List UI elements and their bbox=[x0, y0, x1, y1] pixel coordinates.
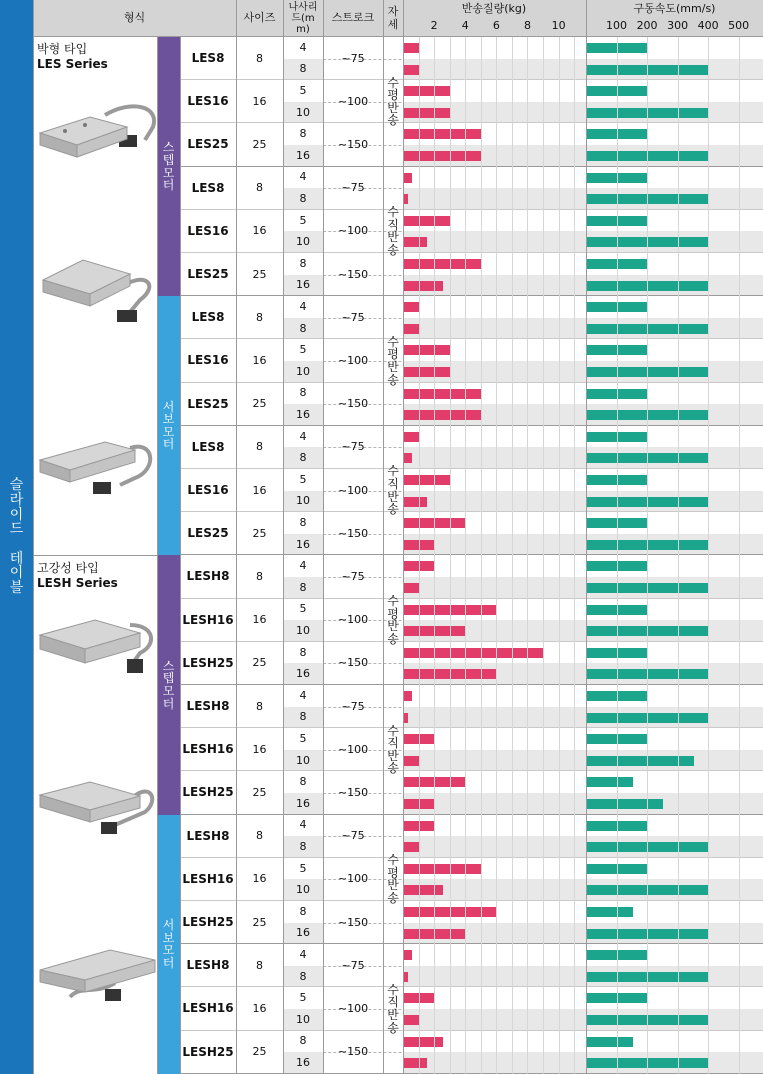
payload-grid-line bbox=[512, 37, 513, 1074]
speed-bar bbox=[587, 626, 709, 636]
payload-grid-line bbox=[574, 37, 575, 1074]
payload-grid-line bbox=[496, 37, 497, 1074]
lead-value: 8 bbox=[299, 580, 307, 594]
payload-bar bbox=[404, 950, 412, 960]
speed-bar bbox=[587, 929, 709, 939]
posture-label: 수 직 반 송 bbox=[387, 723, 399, 776]
model-name: LES25 bbox=[187, 396, 229, 411]
model-name: LESH8 bbox=[186, 699, 230, 713]
speed-bar bbox=[587, 561, 648, 571]
posture-label: 수 평 반 송 bbox=[387, 334, 399, 387]
size-value: 8 bbox=[256, 569, 263, 583]
payload-tick-10: 10 bbox=[551, 18, 566, 32]
payload-bar bbox=[404, 237, 427, 247]
stroke-value: ~75 bbox=[341, 51, 365, 65]
lead-value: 8 bbox=[299, 839, 307, 853]
payload-bar bbox=[404, 389, 482, 399]
lead-value: 8 bbox=[299, 904, 307, 918]
payload-bar bbox=[404, 129, 482, 139]
size-value: 8 bbox=[256, 181, 263, 195]
payload-tick-6: 6 bbox=[492, 18, 500, 32]
size-value: 16 bbox=[252, 872, 267, 886]
lead-value: 4 bbox=[299, 947, 307, 961]
payload-bar bbox=[404, 691, 412, 701]
payload-bar bbox=[404, 972, 408, 982]
payload-bar bbox=[404, 885, 443, 895]
speed-tick-200: 200 bbox=[636, 18, 658, 32]
model-name: LESH16 bbox=[182, 1001, 234, 1016]
column-border bbox=[180, 37, 181, 1074]
model-name: LES8 bbox=[191, 439, 225, 454]
model-name: LESH8 bbox=[186, 958, 230, 973]
column-border bbox=[586, 0, 587, 1074]
size-value: 25 bbox=[252, 267, 267, 281]
speed-bar bbox=[587, 842, 709, 852]
payload-bar bbox=[404, 86, 451, 96]
column-border bbox=[236, 0, 237, 1074]
speed-bar bbox=[587, 86, 648, 96]
lead-value: 4 bbox=[299, 818, 307, 832]
stroke-value: ~100 bbox=[337, 1001, 369, 1015]
payload-bar bbox=[404, 1015, 420, 1025]
speed-bar bbox=[587, 691, 648, 701]
payload-bar bbox=[404, 453, 412, 463]
size-value: 8 bbox=[256, 51, 263, 65]
lead-value: 8 bbox=[299, 256, 307, 270]
payload-bar bbox=[404, 648, 544, 658]
payload-grid-line bbox=[465, 37, 466, 1074]
speed-bar bbox=[587, 777, 633, 787]
size-value: 8 bbox=[256, 440, 263, 454]
size-value: 8 bbox=[256, 699, 263, 713]
stroke-value: ~75 bbox=[341, 440, 365, 454]
speed-bar bbox=[587, 648, 648, 658]
speed-bar bbox=[587, 345, 648, 355]
payload-grid-line bbox=[543, 37, 544, 1074]
speed-bar bbox=[587, 713, 709, 723]
lead-value: 5 bbox=[299, 731, 307, 745]
size-value: 8 bbox=[256, 310, 263, 324]
speed-bar bbox=[587, 821, 648, 831]
speed-grid-line bbox=[739, 37, 740, 1074]
payload-grid-line bbox=[481, 37, 482, 1074]
lead-value: 10 bbox=[296, 623, 310, 637]
size-value: 8 bbox=[256, 829, 263, 843]
payload-grid-line bbox=[450, 37, 451, 1074]
stroke-value: ~75 bbox=[341, 829, 365, 843]
lead-value: 10 bbox=[296, 105, 310, 119]
model-name: LES8 bbox=[191, 180, 225, 195]
stroke-value: ~75 bbox=[341, 181, 365, 195]
model-name: LESH16 bbox=[182, 742, 234, 757]
lead-value: 10 bbox=[296, 1012, 310, 1026]
motor-label: 서 보 모 터 bbox=[157, 815, 180, 1074]
size-value: 25 bbox=[252, 785, 267, 799]
payload-bar bbox=[404, 302, 420, 312]
speed-bar bbox=[587, 1058, 709, 1068]
header-posture: 자세 bbox=[387, 5, 399, 31]
speed-bar bbox=[587, 885, 709, 895]
stroke-value: ~100 bbox=[337, 353, 369, 367]
speed-bar bbox=[587, 518, 648, 528]
column-border bbox=[157, 37, 158, 1074]
stroke-value: ~150 bbox=[337, 785, 369, 799]
speed-bar bbox=[587, 1015, 709, 1025]
speed-grid-line bbox=[617, 37, 618, 1074]
payload-bar bbox=[404, 842, 420, 852]
speed-bar bbox=[587, 129, 648, 139]
header-model: 형식 bbox=[123, 11, 146, 25]
column-border bbox=[283, 0, 284, 1074]
model-name: LESH25 bbox=[182, 1044, 234, 1059]
model-name: LES25 bbox=[187, 526, 229, 541]
lead-value: 8 bbox=[299, 127, 307, 141]
lead-value: 5 bbox=[299, 991, 307, 1005]
speed-tick-400: 400 bbox=[697, 18, 719, 32]
speed-bar bbox=[587, 302, 648, 312]
stroke-value: ~100 bbox=[337, 742, 369, 756]
lead-value: 16 bbox=[296, 667, 310, 681]
product-photo-lesh-step bbox=[35, 605, 160, 680]
payload-bar bbox=[404, 777, 466, 787]
payload-bar bbox=[404, 151, 482, 161]
lead-value: 8 bbox=[299, 191, 307, 205]
stroke-value: ~100 bbox=[337, 872, 369, 886]
model-name: LES16 bbox=[187, 483, 229, 497]
product-photo-les-step bbox=[35, 95, 160, 170]
speed-bar bbox=[587, 432, 648, 442]
series-lesh-name: 고강성 타입 bbox=[37, 561, 99, 575]
payload-bar bbox=[404, 324, 420, 334]
payload-bar bbox=[404, 734, 435, 744]
payload-bar bbox=[404, 194, 408, 204]
payload-bar bbox=[404, 108, 451, 118]
stroke-value: ~150 bbox=[337, 1045, 369, 1059]
lead-value: 8 bbox=[299, 515, 307, 529]
speed-tick-100: 100 bbox=[606, 18, 628, 32]
payload-bar bbox=[404, 173, 412, 183]
payload-bar bbox=[404, 1037, 443, 1047]
lead-value: 10 bbox=[296, 494, 310, 508]
speed-bar bbox=[587, 281, 709, 291]
speed-bar bbox=[587, 453, 709, 463]
payload-bar bbox=[404, 1058, 427, 1068]
speed-bar bbox=[587, 605, 648, 615]
speed-bar bbox=[587, 734, 648, 744]
payload-tick-8: 8 bbox=[523, 18, 531, 32]
series-divider bbox=[33, 555, 157, 556]
size-value: 16 bbox=[252, 483, 267, 497]
speed-tick-500: 500 bbox=[728, 18, 750, 32]
series-les-name: 박형 타입 bbox=[37, 42, 88, 56]
lead-value: 8 bbox=[299, 775, 307, 789]
model-name: LESH25 bbox=[182, 655, 234, 670]
payload-bar bbox=[404, 65, 420, 75]
payload-tick-4: 4 bbox=[461, 18, 469, 32]
lead-value: 4 bbox=[299, 170, 307, 184]
product-photo-lesh-servo bbox=[35, 945, 160, 1020]
payload-bar bbox=[404, 432, 420, 442]
series-lesh-sub: LESH Series bbox=[37, 576, 118, 590]
payload-bar bbox=[404, 216, 451, 226]
speed-bar bbox=[587, 583, 709, 593]
payload-bar bbox=[404, 713, 408, 723]
size-value: 25 bbox=[252, 915, 267, 929]
payload-axis-title: 반송질량(kg) bbox=[461, 1, 527, 15]
speed-bar bbox=[587, 389, 648, 399]
size-value: 8 bbox=[256, 958, 263, 972]
lead-value: 5 bbox=[299, 213, 307, 227]
side-band bbox=[0, 0, 33, 1074]
speed-bar bbox=[587, 65, 709, 75]
stroke-value: ~100 bbox=[337, 483, 369, 497]
lead-value: 8 bbox=[299, 321, 307, 335]
size-value: 16 bbox=[252, 94, 267, 108]
speed-bar bbox=[587, 950, 648, 960]
lead-value: 16 bbox=[296, 1055, 310, 1069]
stroke-value: ~100 bbox=[337, 613, 369, 627]
size-value: 25 bbox=[252, 1045, 267, 1059]
stroke-value: ~150 bbox=[337, 526, 369, 540]
payload-bar bbox=[404, 410, 482, 420]
model-name: LESH8 bbox=[186, 569, 230, 584]
payload-bar bbox=[404, 583, 420, 593]
lead-value: 4 bbox=[299, 40, 307, 54]
payload-bar bbox=[404, 756, 420, 766]
payload-bar bbox=[404, 367, 451, 377]
size-value: 25 bbox=[252, 397, 267, 411]
column-border bbox=[403, 0, 404, 1074]
model-name: LESH16 bbox=[182, 871, 234, 886]
speed-bar bbox=[587, 259, 648, 269]
payload-bar bbox=[404, 281, 443, 291]
speed-bar bbox=[587, 540, 709, 550]
speed-bar bbox=[587, 799, 663, 809]
size-value: 16 bbox=[252, 613, 267, 627]
column-border bbox=[383, 0, 384, 1074]
speed-bar bbox=[587, 497, 709, 507]
stroke-value: ~100 bbox=[337, 224, 369, 238]
lead-value: 16 bbox=[296, 148, 310, 162]
lead-value: 8 bbox=[299, 969, 307, 983]
model-name: LES25 bbox=[187, 267, 229, 281]
lead-value: 10 bbox=[296, 364, 310, 378]
payload-bar bbox=[404, 43, 420, 53]
lead-value: 5 bbox=[299, 602, 307, 616]
lead-value: 8 bbox=[299, 62, 307, 76]
header-bottom-border bbox=[33, 36, 763, 37]
lead-value: 5 bbox=[299, 83, 307, 97]
lead-value: 8 bbox=[299, 451, 307, 465]
model-name: LES25 bbox=[187, 137, 229, 152]
stroke-value: ~75 bbox=[341, 310, 365, 324]
speed-bar bbox=[587, 43, 648, 53]
speed-bar bbox=[587, 1037, 633, 1047]
motor-label: 스 텝 모 터 bbox=[157, 555, 180, 814]
lead-value: 4 bbox=[299, 688, 307, 702]
lead-value: 16 bbox=[296, 537, 310, 551]
model-name: LESH25 bbox=[182, 785, 234, 800]
speed-bar bbox=[587, 194, 709, 204]
speed-bar bbox=[587, 151, 709, 161]
model-name: LES8 bbox=[191, 51, 225, 65]
model-name: LES16 bbox=[187, 223, 229, 238]
speed-grid-line bbox=[647, 37, 648, 1074]
payload-bar bbox=[404, 518, 466, 528]
payload-grid-line bbox=[559, 37, 560, 1074]
stroke-value: ~100 bbox=[337, 94, 369, 108]
speed-axis-title: 구동속도(mm/s) bbox=[633, 1, 716, 15]
lead-value: 8 bbox=[299, 1034, 307, 1048]
payload-bar bbox=[404, 864, 482, 874]
payload-bar bbox=[404, 475, 451, 485]
model-name: LES16 bbox=[187, 353, 229, 368]
stroke-value: ~150 bbox=[337, 397, 369, 411]
header-lead: 나사리드(mm) bbox=[288, 2, 318, 35]
model-name: LES16 bbox=[187, 94, 229, 109]
payload-bar bbox=[404, 259, 482, 269]
side-label: 슬 라 이 드 테 이 블 bbox=[9, 477, 24, 597]
lead-value: 8 bbox=[299, 710, 307, 724]
size-value: 16 bbox=[252, 353, 267, 367]
stroke-value: ~75 bbox=[341, 699, 365, 713]
payload-bar bbox=[404, 993, 435, 1003]
payload-bar bbox=[404, 799, 435, 809]
product-photo-lesh-step-2 bbox=[35, 770, 160, 845]
stroke-value: ~150 bbox=[337, 656, 369, 670]
posture-label: 수 직 반 송 bbox=[387, 205, 399, 257]
speed-grid-line bbox=[678, 37, 679, 1074]
stroke-value: ~75 bbox=[341, 569, 365, 583]
payload-bar bbox=[404, 561, 435, 571]
payload-bar bbox=[404, 626, 466, 636]
posture-label: 수 평 반 송 bbox=[387, 75, 399, 128]
motor-label: 스 텝 모 터 bbox=[157, 37, 180, 296]
posture-label: 수 직 반 송 bbox=[387, 982, 399, 1035]
speed-bar bbox=[587, 410, 709, 420]
model-name: LESH8 bbox=[186, 828, 230, 843]
speed-grid-line bbox=[708, 37, 709, 1074]
lead-value: 10 bbox=[296, 883, 310, 897]
size-value: 25 bbox=[252, 656, 267, 670]
speed-bar bbox=[587, 993, 648, 1003]
lead-value: 4 bbox=[299, 299, 307, 313]
payload-tick-2: 2 bbox=[430, 18, 438, 32]
speed-bar bbox=[587, 367, 709, 377]
lead-value: 8 bbox=[299, 645, 307, 659]
lead-value: 5 bbox=[299, 343, 307, 357]
stroke-value: ~75 bbox=[341, 958, 365, 972]
speed-bar bbox=[587, 907, 633, 917]
posture-label: 수 평 반 송 bbox=[387, 594, 399, 646]
payload-grid-line bbox=[434, 37, 435, 1074]
stroke-value: ~150 bbox=[337, 915, 369, 929]
lead-value: 16 bbox=[296, 407, 310, 421]
series-les-sub: LES Series bbox=[37, 57, 108, 71]
lead-value: 10 bbox=[296, 753, 310, 767]
speed-bar bbox=[587, 237, 709, 247]
model-name: LESH16 bbox=[182, 612, 234, 627]
size-value: 16 bbox=[252, 224, 267, 238]
size-value: 16 bbox=[252, 1001, 267, 1015]
payload-bar bbox=[404, 929, 466, 939]
lead-value: 5 bbox=[299, 472, 307, 486]
speed-tick-300: 300 bbox=[667, 18, 689, 32]
payload-grid-line bbox=[527, 37, 528, 1074]
payload-grid-line bbox=[419, 37, 420, 1074]
header-stroke: 스트로크 bbox=[331, 11, 375, 25]
speed-bar bbox=[587, 864, 648, 874]
lead-value: 8 bbox=[299, 386, 307, 400]
header-size: 사이즈 bbox=[243, 11, 276, 25]
model-name: LESH25 bbox=[182, 915, 234, 929]
lead-value: 16 bbox=[296, 278, 310, 292]
payload-bar bbox=[404, 540, 435, 550]
speed-bar bbox=[587, 475, 648, 485]
product-photo-les-step-2 bbox=[35, 240, 160, 325]
lead-value: 16 bbox=[296, 796, 310, 810]
column-border bbox=[323, 0, 324, 1074]
speed-bar bbox=[587, 669, 709, 679]
payload-bar bbox=[404, 497, 427, 507]
size-value: 25 bbox=[252, 526, 267, 540]
lead-value: 10 bbox=[296, 235, 310, 249]
size-value: 16 bbox=[252, 742, 267, 756]
stroke-value: ~150 bbox=[337, 137, 369, 151]
size-value: 25 bbox=[252, 137, 267, 151]
lead-value: 4 bbox=[299, 429, 307, 443]
speed-bar bbox=[587, 108, 709, 118]
series-les bbox=[37, 40, 157, 71]
speed-bar bbox=[587, 173, 648, 183]
column-border bbox=[33, 0, 34, 1074]
lead-value: 16 bbox=[296, 926, 310, 940]
stroke-value: ~150 bbox=[337, 267, 369, 281]
product-photo-les-servo bbox=[35, 430, 160, 505]
payload-bar bbox=[404, 345, 451, 355]
speed-bar bbox=[587, 972, 709, 982]
speed-bar bbox=[587, 324, 709, 334]
motor-label: 서 보 모 터 bbox=[157, 296, 180, 555]
posture-label: 수 직 반 송 bbox=[387, 464, 399, 517]
lead-value: 4 bbox=[299, 559, 307, 573]
series-lesh bbox=[37, 559, 157, 590]
lead-value: 5 bbox=[299, 861, 307, 875]
model-name: LES8 bbox=[191, 310, 225, 325]
posture-label: 수 평 반 송 bbox=[387, 853, 399, 905]
payload-bar bbox=[404, 821, 435, 831]
speed-bar bbox=[587, 216, 648, 226]
